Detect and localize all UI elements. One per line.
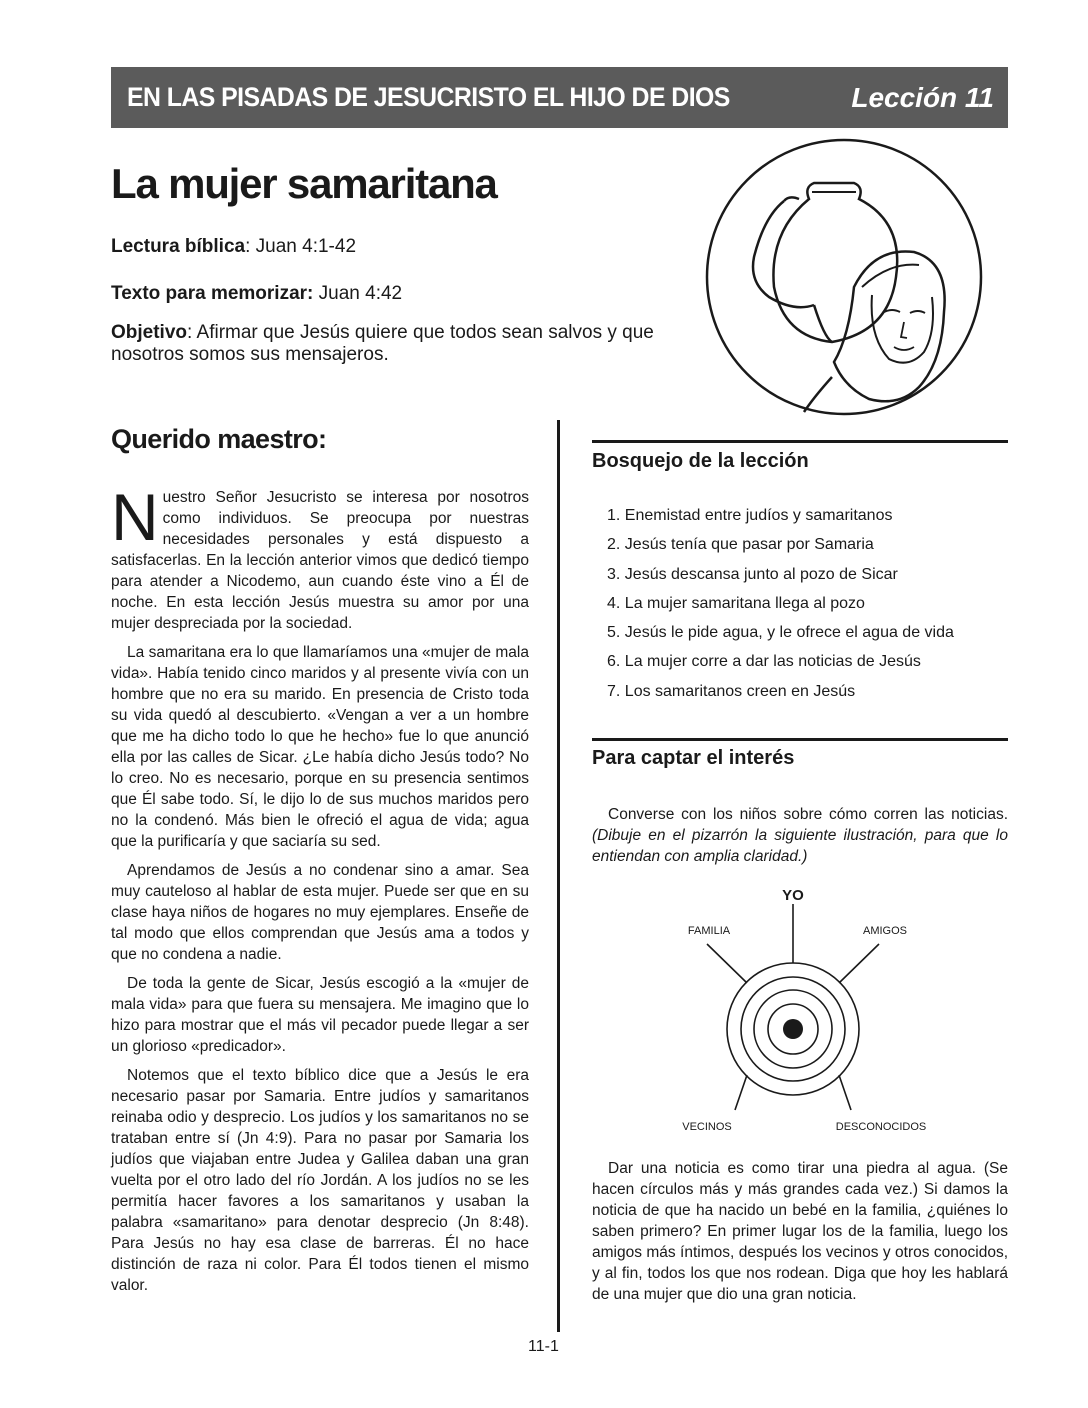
letter-paragraph [111, 480, 529, 634]
interest-intro-text: Converse con los niños sobre cómo corren las noticias. [608, 806, 1008, 823]
outline-item: 6. La mujer corre a dar las noticias de Jesús [607, 653, 921, 671]
letter-paragraph: Aprendamos de Jesús a no condenar sino a amar. Sea muy cauteloso al hablar de esta mujer. Puede ser que en su clase haya niños de hogares no muy ejemplares. Enseñe de tal modo que ellos comprendan que Jesús ama a todos y que no condena a nadie. [111, 862, 529, 963]
outline-heading: Bosquejo de la lección [592, 450, 809, 472]
section-rule [592, 738, 1008, 741]
interest-heading: Para captar el interés [592, 747, 795, 769]
lesson-title: La mujer samaritana [111, 160, 497, 207]
teacher-heading: Querido maestro: [111, 424, 327, 454]
drop-cap: N [111, 480, 159, 554]
diagram-label-desconocidos: DESCONOCIDOS [835, 1121, 927, 1133]
news-circles-diagram [665, 882, 935, 1137]
interest-intro [592, 804, 1008, 867]
samaritan-woman-illustration [704, 137, 984, 417]
objective-value: : Afirmar que Jesús quiere que todos sean salvos y que nosotros somos sus mensajeros. [111, 322, 654, 365]
series-title: EN LAS PISADAS DE JESUCRISTO EL HIJO DE DIOS [127, 82, 730, 112]
memory-verse-label: Texto para memorizar: [111, 283, 314, 304]
letter-paragraph: La samaritana era lo que llamaríamos una «mujer de mala vida». Había tenido cinco maridos y al presente vivía con un hombre que no era su marido. En presencia de Cristo toda su vida quedó al descubierto. «Vengan a ver a un hombre que me ha dicho todo lo que he hecho» fue lo que anunció ella por las calles de Sicar. ¿Le había dicho Jesús todo? No lo creo. No es necesario, porque en su presencia sentimos que Él sabe todo. Sí, le dijo lo de sus muchos maridos pero no la condenó. Más bien le ofreció el agua de vida; agua que la purificaría y que saciaría su sed. [111, 644, 529, 850]
outline-item: 5. Jesús le pide agua, y le ofrece el agua de vida [607, 624, 954, 642]
diagram-label-vecinos: VECINOS [682, 1121, 732, 1133]
outline-item: 4. La mujer samaritana llega al pozo [607, 594, 865, 612]
column-divider [557, 420, 560, 1332]
diagram-label-familia: FAMILIA [687, 925, 731, 937]
bible-reading-label: Lectura bíblica [111, 236, 246, 257]
section-rule [592, 440, 1008, 443]
page-number: 11-1 [528, 1338, 559, 1355]
header-banner [111, 67, 1008, 128]
stone-center-dot [783, 1019, 803, 1039]
bible-reading-value: : Juan 4:1-42 [245, 236, 357, 257]
interest-closing: Dar una noticia es como tirar una piedra al agua. (Se hacen círculos más y más grandes cada vez.) Si damos la noticia de que ha nacido un bebé en la familia, ¿quiénes lo saben primero? En primer lugar los de la familia, luego los amigos más íntimos, después los vecinos y otros conocidos, y al fin, todos los que nos rodean. Diga que hoy les hablará de una mujer que dio una gran noticia. [592, 1160, 1008, 1303]
memory-verse [111, 283, 402, 305]
letter-paragraph: Notemos que el texto bíblico dice que a Jesús le era necesario pasar por Samaria. Entre judíos y samaritanos reinaba odio y desprecio. Los judíos y los samaritanos no se trataban entre sí (Jn 4:9). Para no pasar por Samaria los judíos que viajaban entre Judea y Galilea daban una gran vuelta por el otro lado del río Jordán. A los judíos no se les permitía hacer favores a los samaritanos y usaban la palabra «samaritano» para denotar desprecio (Jn 8:48). Para Jesús no hay esa clase de barreras. Él no hace distinción de raza ni color. Para Él todos tienen el mismo valor. [111, 1067, 529, 1294]
outline-item: 7. Los samaritanos creen en Jesús [607, 682, 856, 700]
lesson-outline [607, 505, 954, 710]
lesson-number: Lección 11 [851, 81, 994, 113]
objective-label: Objetivo [111, 322, 188, 343]
outline-item: 2. Jesús tenía que pasar por Samaria [607, 536, 874, 554]
objective [111, 322, 671, 366]
diagram-label-amigos: AMIGOS [862, 925, 908, 937]
letter-paragraph-text: uestro Señor Jesucristo se interesa por nosotros como individuos. Se preocupa por nuestras necesidades personales y está dispuesto a satisfacerlas. En la lección anterior vimos que dedicó tiempo para atender a Nicodemo, aun cuando éste vino a Él de noche. En esta lección Jesús muestra su amor por una mujer despreciada por la sociedad. [111, 489, 529, 632]
bible-reading [111, 236, 356, 258]
outline-item: 3. Jesús descansa junto al pozo de Sicar [607, 565, 898, 583]
letter-paragraph: De toda la gente de Sicar, Jesús escogió a la «mujer de mala vida» para que fuera su mensajera. Me imagino que lo hizo para mostrar que el más vil pecador puede llegar a ser un glorioso «predicador». [111, 975, 529, 1055]
diagram-label-yo: YO [782, 887, 804, 904]
interest-instruction: (Dibuje en el pizarrón la siguiente ilustración, para que lo entiendan con amplia claridad.) [592, 827, 1008, 865]
teacher-letter [111, 480, 529, 1304]
memory-verse-value: Juan 4:42 [313, 283, 403, 304]
outline-item: 1. Enemistad entre judíos y samaritanos [607, 507, 893, 524]
